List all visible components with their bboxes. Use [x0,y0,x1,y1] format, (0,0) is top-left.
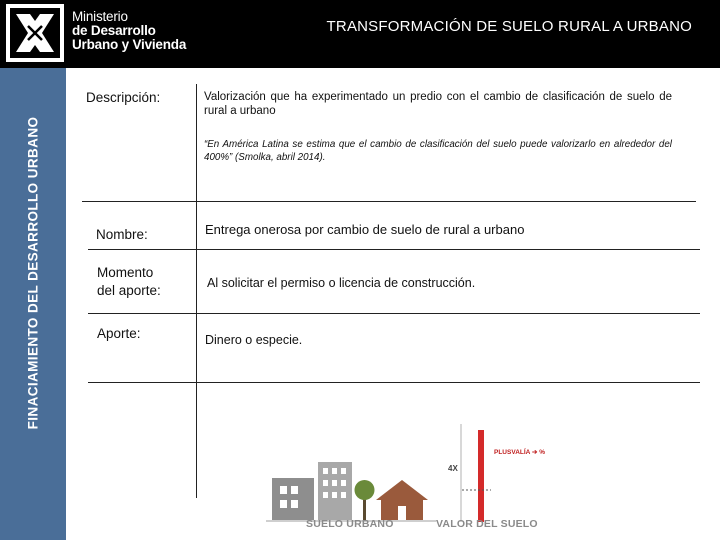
plusvalia-suffix: % [539,449,545,456]
caption-land-value: VALOR DEL SUELO [436,518,538,530]
logo-line-3: Urbano y Vivienda [72,37,187,52]
building-icon [272,478,314,520]
header-bar [0,0,720,68]
tree-icon [355,480,375,520]
sidebar [0,68,66,540]
logo-line-2: de Desarrollo [72,23,156,38]
ministry-name [72,10,186,52]
moment-value: Al solicitar el permiso o licencia de construcción. [207,276,476,290]
value-bar [478,430,484,522]
value-bar-chart [460,424,491,522]
name-label: Nombre: [96,227,148,242]
contribution-value: Dinero o especie. [205,333,303,347]
contribution-label: Aporte: [97,326,141,341]
plusvalia-text: PLUSVALÍA [494,449,531,456]
arrow-right-icon: ➔ [531,449,540,456]
page-title: TRANSFORMACIÓN DE SUELO RURAL A URBANO [326,18,692,35]
sidebar-label: FINACIAMIENTO DEL DESARROLLO URBANO [25,116,41,430]
tall-building-icon [318,462,352,520]
row-divider-4 [88,382,700,383]
plusvalia-label [494,448,545,456]
caption-urban-land: SUELO URBANO [306,518,394,530]
description-quote: “En América Latina se estima que el cambio de clasificación del suelo puede valorizarlo en alrededor del 400%” (Smolka, abril 2014). [204,139,672,163]
land-value-illustration [266,390,566,540]
column-divider [196,84,197,498]
moment-label [97,264,161,300]
logo-line-1: Ministerio [72,9,128,24]
description-text: Valorización que ha experimentado un predio con el cambio de clasificación de suelo de rural a urbano [204,91,672,117]
row-divider-3 [88,313,700,314]
description-label: Descripción: [86,90,161,105]
row-divider-1 [82,201,696,202]
row-divider-2 [88,249,700,250]
ministry-logo-icon [6,4,64,62]
multiplier-label: 4X [448,464,458,473]
name-value: Entrega onerosa por cambio de suelo de rural a urbano [205,222,525,237]
moment-label-line-1: Momento [97,265,154,280]
house-icon [376,480,428,520]
moment-label-line-2: del aporte: [97,283,161,298]
